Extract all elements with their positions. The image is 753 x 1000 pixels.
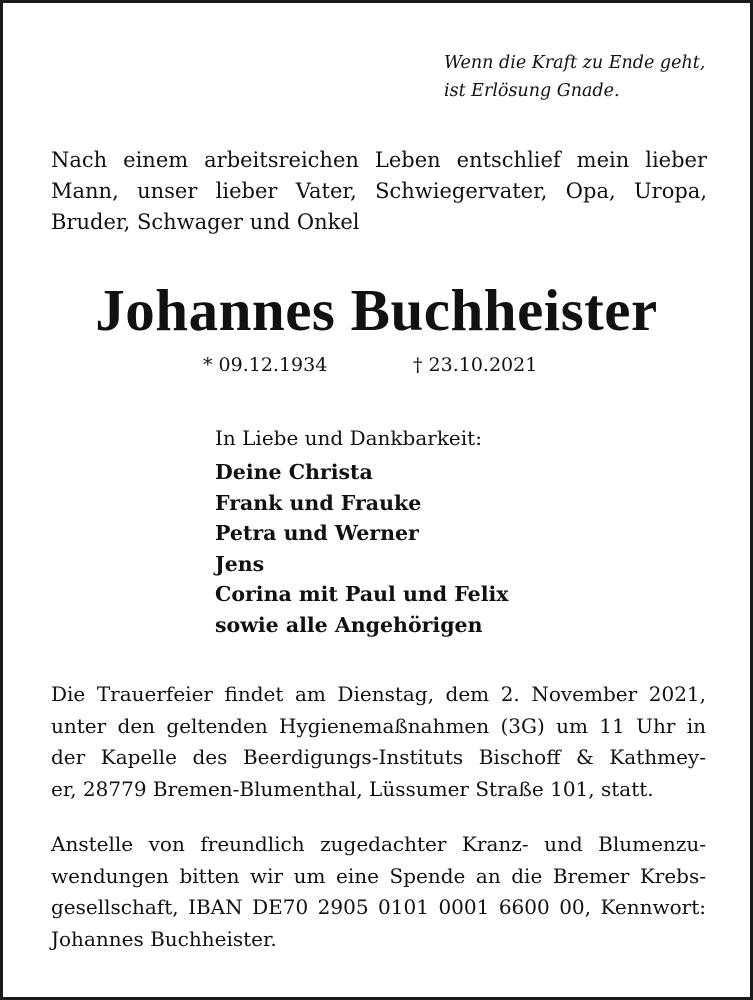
mourner-name: Corina mit Paul und Felix	[215, 582, 509, 606]
mourners-list	[215, 457, 509, 640]
donation-line: Anstelle von freundlich zugedachter Kranz- und Blumenzu-	[51, 832, 706, 856]
funeral-line: er, 28779 Bremen-Blumenthal, Lüssumer Straße 101, statt.	[51, 776, 654, 801]
funeral-line: der Kapelle des Beerdigungs-Instituts Bischoff & Kathmey-	[51, 745, 706, 769]
funeral-line: Die Trauerfeier findet am Dienstag, dem 2. November 2021,	[51, 682, 706, 706]
funeral-line: unter den geltenden Hygienemaßnahmen (3G) um 11 Uhr in	[51, 713, 706, 738]
mourner-name: Petra und Werner	[215, 521, 419, 545]
funeral-details	[51, 679, 706, 805]
deceased-name: Johannes Buchheister	[95, 277, 658, 343]
motto-line: Wenn die Kraft zu Ende geht,	[444, 53, 706, 73]
mourner-name: Jens	[215, 551, 265, 576]
birth-date: * 09.12.1934	[203, 354, 328, 376]
donation-line: Johannes Buchheister.	[51, 926, 277, 951]
intro-text	[51, 145, 707, 238]
donation-request	[51, 829, 706, 955]
intro-line: Bruder, Schwager und Onkel	[51, 210, 360, 234]
motto-line: ist Erlösung Gnade.	[444, 81, 620, 101]
motto-quote	[444, 49, 705, 105]
donation-line: wendungen bitten wir um eine Spende an die Bremer Krebs-	[51, 863, 706, 888]
mourner-name: Frank und Frauke	[215, 490, 422, 515]
intro-line: Nach einem arbeitsreichen Leben entschlief mein lieber	[51, 148, 707, 172]
donation-line: gesellschaft, IBAN DE70 2905 0101 0001 6600 00, Kennwort:	[51, 895, 706, 919]
mourner-name: sowie alle Angehörigen	[215, 612, 483, 637]
intro-line: Mann, unser lieber Vater, Schwiegervater, Opa, Uropa,	[51, 179, 707, 203]
death-date: † 23.10.2021	[413, 354, 538, 376]
mourner-name: Deine Christa	[215, 460, 373, 484]
closing-phrase: In Liebe und Dankbarkeit:	[215, 426, 482, 450]
